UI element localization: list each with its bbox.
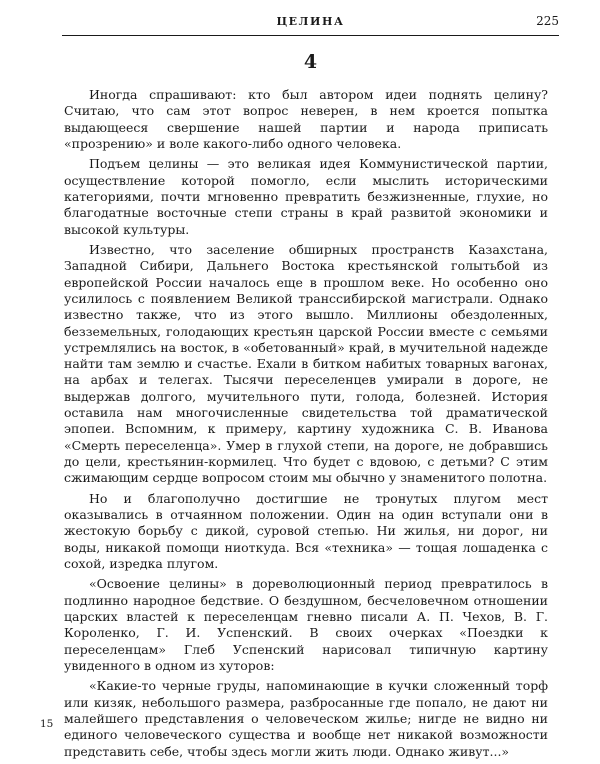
paragraph: Известно, что заселение обширных пространств Казахстана, Западной Сибири, Дальнего Востока крестьянской голытьбой из европейской России началось еще в прошлом веке. Но особенно оно усилилось с появлением Великой транссибирской магистрали. Однако известно также, что из этого вышло. Миллионы обездоленных, безземельных, голодающих крестьян царской России вместе с семьями устремлялись на восток, в «обетованный» край, в мучительной надежде найти там землю и счастье. Ехали в битком набитых товарных вагонах, на арбах и телегах. Тысячи переселенцев умирали в дороге, не выдержав долгого, мучительного пути, голода, болезней. История оставила нам многочисленные свидетельства той драматической эпопеи. Вспомним, к примеру, картину художника С. В. Иванова «Смерть переселенца». Умер в глухой степи, на дороге, не добравшись до цели, крестьянин-кормилец. Что будет с вдовою, с детьми? С этим сжимающим сердце вопросом стоим мы обычно у знаменитого полотна. bbox=[64, 242, 548, 486]
quote-paragraph: «Какие-то черные груды, напоминающие в кучки сложенный торф или кизяк, небольшого размера, разбросанные где попало, не дают ни малейшего представления о человеческом жилье; нигде не видно ни единого человеческого существа и вообще нет никакой возможности представить себе, чтобы здесь могли жить люди. Однако живут...» bbox=[64, 678, 548, 759]
page-number: 225 bbox=[536, 14, 559, 28]
running-title: ЦЕЛИНА bbox=[276, 15, 345, 28]
paragraph: Подъем целины — это великая идея Коммунистической партии, осуществление которой помогло, если мыслить историческими категориями, почти мгновенно превратить безжизненные, глухие, но благодатные восточные степи страны в край развитой экономики и высокой культуры. bbox=[64, 156, 548, 237]
paragraph: Иногда спрашивают: кто был автором идеи поднять целину? Считаю, что сам этот вопрос неверен, в нем кроется попытка выдающееся свершение нашей партии и народа приписать «прозрению» и воле какого-либо одного человека. bbox=[64, 87, 548, 151]
signature-mark: 15 bbox=[40, 718, 54, 730]
paragraph: «Освоение целины» в дореволюционный период превратилось в подлинно народное бедствие. О бездушном, бесчеловечном отношении царских властей к переселенцам гневно писали А. П. Чехов, В. Г. Короленко, Г. И. Успенский. В своих очерках «Поездки к переселенцам» Глеб Успенский нарисовал типичную картину увиденного в одном из хуторов: bbox=[64, 576, 548, 673]
chapter-number: 4 bbox=[303, 51, 318, 73]
paragraph: Но и благополучно достигшие не тронутых плугом мест оказывались в отчаянном положении. Один на один вступали они в жестокую борьбу с дикой, суровой степью. Ни жилья, ни дорог, ни воды, никакой помощи ниоткуда. Вся «техника» — тощая лошаденка с сохой, изредка плугом. bbox=[64, 490, 548, 571]
running-header bbox=[62, 13, 559, 36]
body-text bbox=[64, 87, 548, 764]
